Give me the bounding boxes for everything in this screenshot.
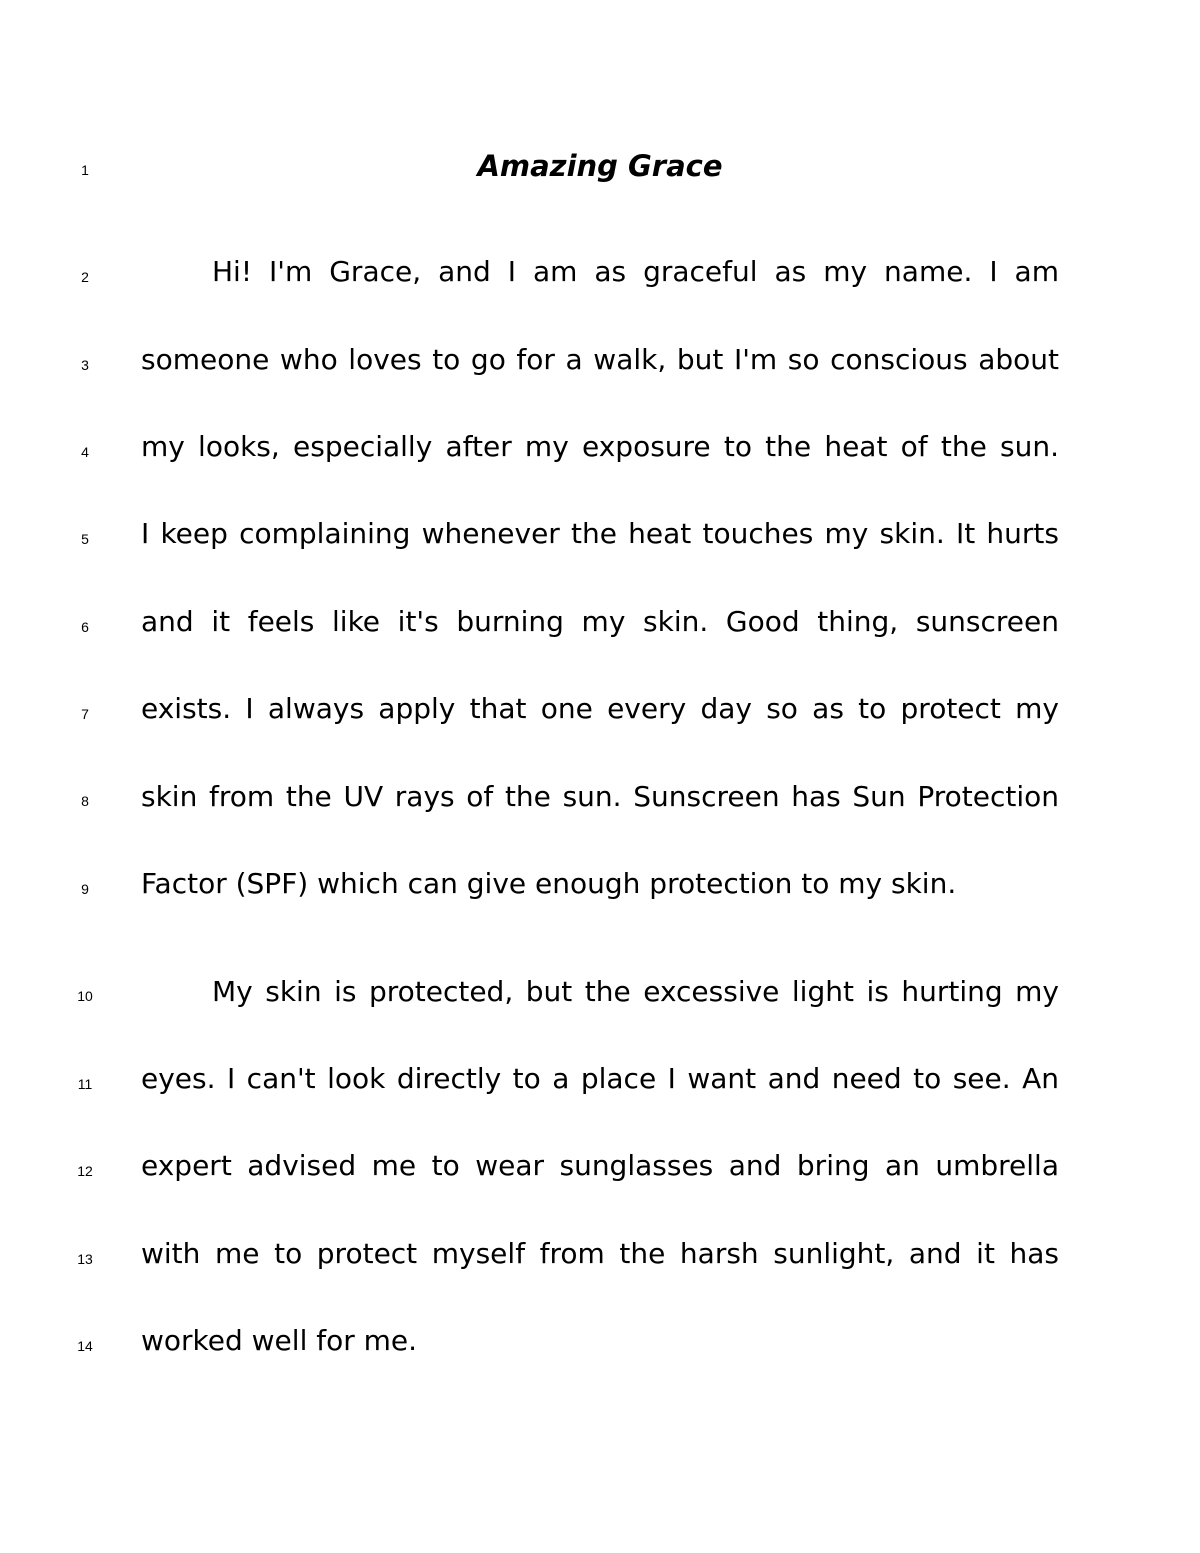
text-line: exists. I always apply that one every day so as to protect my (141, 692, 1059, 725)
line-number: 12 (77, 1163, 93, 1179)
line-number: 6 (81, 619, 89, 635)
text-line: eyes. I can't look directly to a place I want and need to see. An (141, 1062, 1059, 1095)
text-line: and it feels like it's burning my skin. Good thing, sunscreen (141, 605, 1059, 638)
document-title: Amazing Grace (477, 149, 723, 183)
line-number: 8 (81, 793, 89, 809)
text-line: expert advised me to wear sunglasses and bring an umbrella (141, 1149, 1059, 1182)
line-number: 9 (81, 881, 89, 897)
line-number: 14 (77, 1338, 93, 1354)
line-number: 1 (81, 162, 89, 178)
line-number: 5 (81, 531, 89, 547)
line-number: 7 (81, 706, 89, 722)
text-line: I keep complaining whenever the heat touches my skin. It hurts (141, 517, 1059, 550)
text-line: my looks, especially after my exposure to the heat of the sun. (141, 430, 1059, 463)
line-number: 4 (81, 444, 89, 460)
line-number: 3 (81, 357, 89, 373)
text-line: Hi! I'm Grace, and I am as graceful as my name. I am (212, 255, 1059, 288)
line-number: 13 (77, 1251, 93, 1267)
text-line: skin from the UV rays of the sun. Sunscreen has Sun Protection (141, 780, 1059, 813)
text-line: Factor (SPF) which can give enough protection to my skin. (141, 867, 957, 900)
text-line: My skin is protected, but the excessive light is hurting my (212, 975, 1059, 1008)
text-line: worked well for me. (141, 1324, 418, 1357)
text-line: someone who loves to go for a walk, but I'm so conscious about (141, 343, 1059, 376)
text-line: with me to protect myself from the harsh sunlight, and it has (141, 1237, 1059, 1270)
line-number: 10 (77, 988, 93, 1004)
line-number: 2 (81, 269, 89, 285)
line-number: 11 (77, 1076, 93, 1092)
